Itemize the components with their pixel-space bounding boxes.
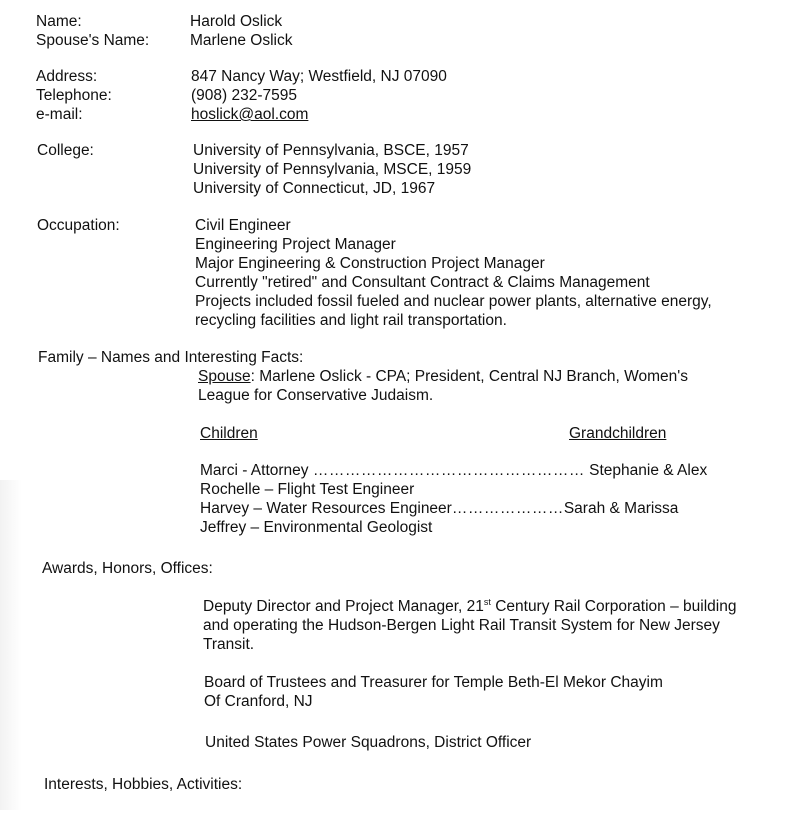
college-item-2: University of Pennsylvania, MSCE, 1959 — [193, 161, 472, 178]
spouse-fact-text: : Marlene Oslick - CPA; President, Central NJ Branch, Women's — [250, 368, 688, 385]
occupation-item-2: Engineering Project Manager — [195, 236, 396, 253]
occupation-item-5: Projects included fossil fueled and nuclear power plants, alternative energy, — [195, 293, 712, 310]
child-row-3 — [200, 499, 678, 518]
email-link[interactable]: hoslick@aol.com — [191, 106, 309, 123]
grandchildren-header: Grandchildren — [569, 425, 667, 442]
award-1-text-b: Century Rail Corporation – building — [490, 598, 737, 615]
award-1-line-3: Transit. — [203, 636, 255, 653]
occupation-item-3: Major Engineering & Construction Project Manager — [195, 255, 545, 272]
telephone-label: Telephone: — [36, 87, 112, 104]
name-value: Harold Oslick — [190, 13, 283, 30]
grandchildren-names: Sarah & Marissa — [563, 500, 679, 517]
scan-edge-shadow — [0, 480, 22, 810]
occupation-item-6: recycling facilities and light rail transportation. — [195, 312, 507, 329]
child-name: Marci - Attorney — [200, 462, 309, 479]
award-2-line-1: Board of Trustees and Treasurer for Temple Beth-El Mekor Chayim — [204, 674, 663, 691]
ordinal-suffix: st — [483, 597, 491, 607]
child-name: Jeffrey – Environmental Geologist — [200, 519, 433, 536]
spouse-name-label: Spouse's Name: — [36, 32, 150, 49]
spouse-subheading: Spouse — [198, 368, 251, 385]
child-row-4 — [200, 518, 432, 537]
child-name: Rochelle – Flight Test Engineer — [200, 481, 415, 498]
spouse-name-value: Marlene Oslick — [190, 32, 293, 49]
email-label: e-mail: — [36, 106, 83, 123]
spouse-fact-line-1 — [198, 367, 688, 386]
child-row-2 — [200, 480, 414, 499]
child-row-1 — [200, 461, 707, 480]
grandchildren-names: Stephanie & Alex — [584, 462, 708, 479]
award-1-line-2: and operating the Hudson-Bergen Light Rail Transit System for New Jersey — [203, 617, 720, 634]
college-item-3: University of Connecticut, JD, 1967 — [193, 180, 436, 197]
award-3-line-1: United States Power Squadrons, District Officer — [205, 734, 532, 751]
occupation-item-4: Currently "retired" and Consultant Contract & Claims Management — [195, 274, 650, 291]
award-1-text-a: Deputy Director and Project Manager, 21 — [203, 598, 484, 615]
family-heading: Family – Names and Interesting Facts: — [38, 349, 304, 366]
children-header: Children — [200, 425, 258, 442]
occupation-label: Occupation: — [37, 217, 120, 234]
interests-heading: Interests, Hobbies, Activities: — [44, 776, 243, 793]
leader-dots: ………………… — [451, 500, 564, 517]
college-label: College: — [37, 142, 94, 159]
name-label: Name: — [36, 13, 82, 30]
award-1-line-1 — [203, 597, 736, 616]
leader-dots: …………………………………………… — [312, 462, 585, 479]
address-value: 847 Nancy Way; Westfield, NJ 07090 — [191, 68, 447, 85]
occupation-item-1: Civil Engineer — [195, 217, 291, 234]
address-label: Address: — [36, 68, 98, 85]
award-2-line-2: Of Cranford, NJ — [204, 693, 313, 710]
child-name: Harvey – Water Resources Engineer — [200, 500, 452, 517]
college-item-1: University of Pennsylvania, BSCE, 1957 — [193, 142, 469, 159]
awards-heading: Awards, Honors, Offices: — [42, 560, 213, 577]
spouse-fact-line-2: League for Conservative Judaism. — [198, 387, 434, 404]
telephone-value: (908) 232-7595 — [191, 87, 297, 104]
